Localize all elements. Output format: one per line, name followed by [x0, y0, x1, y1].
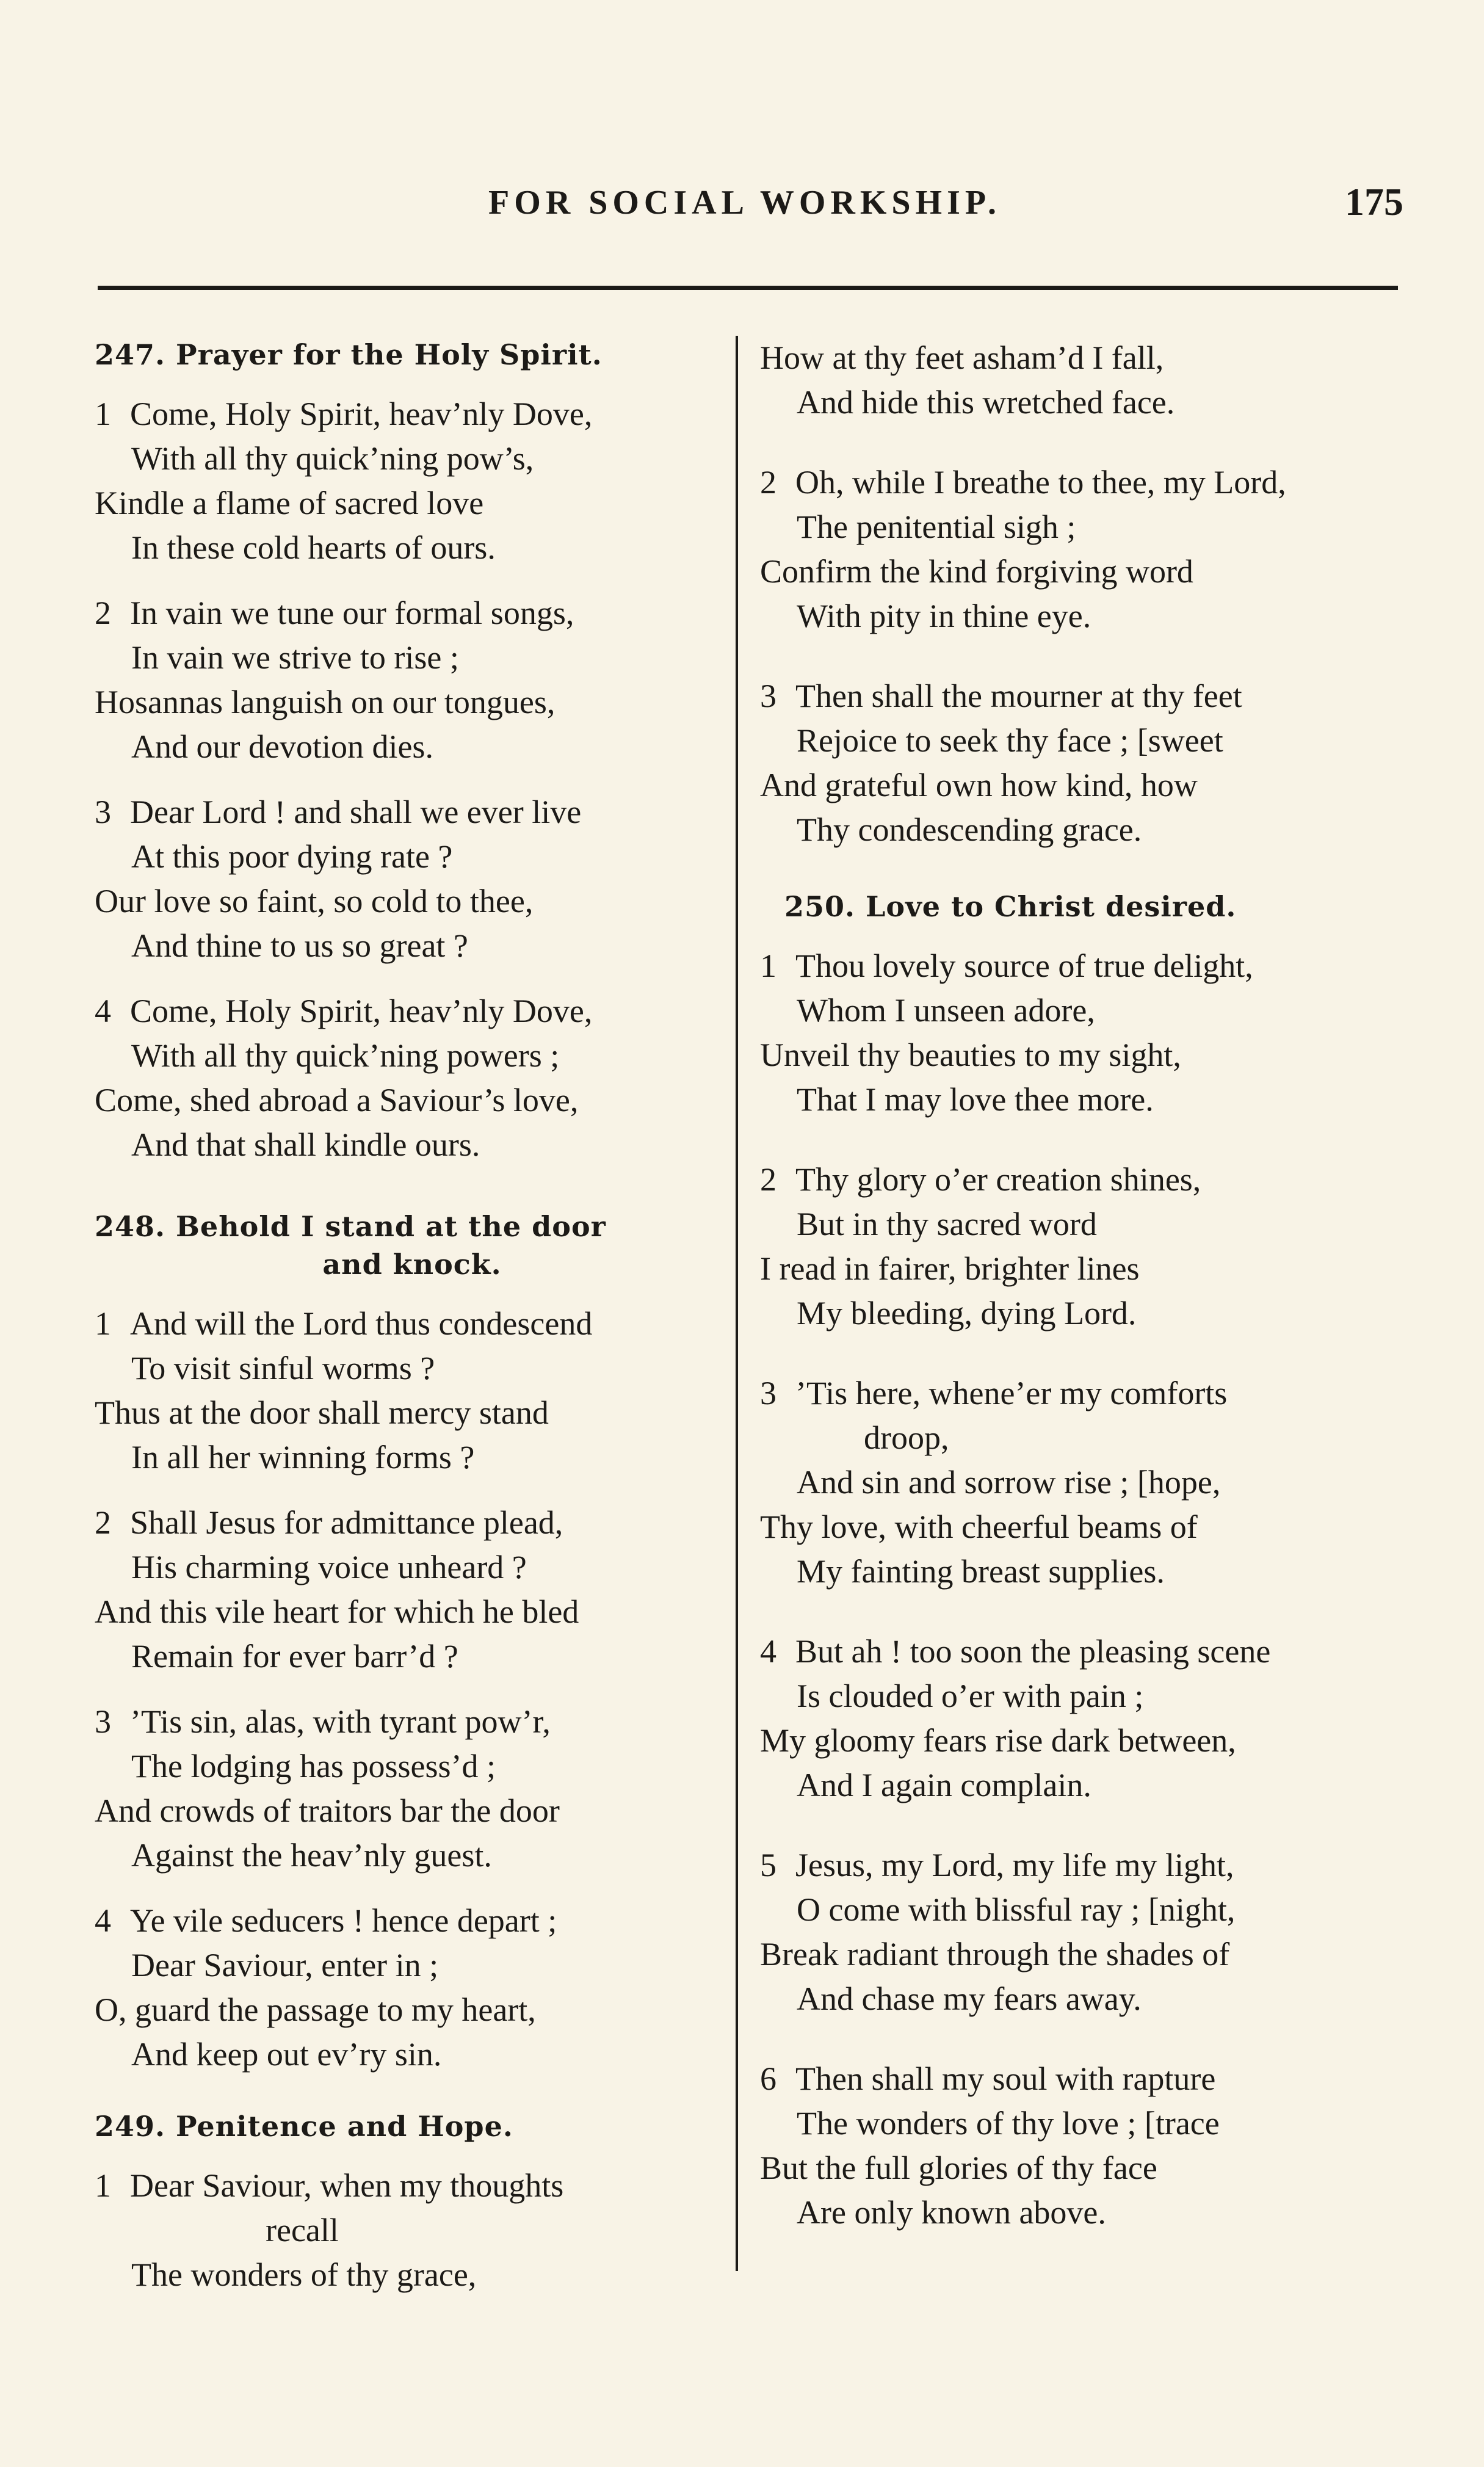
- verse-line: His charming voice unheard ?: [131, 1549, 527, 1585]
- verse-line: To visit sinful worms ?: [131, 1350, 435, 1386]
- verse-line: 1 And will the Lord thus condescend: [95, 1305, 593, 1342]
- verse-line: Thus at the door shall mercy stand: [95, 1394, 549, 1431]
- stanza: [95, 591, 729, 769]
- verse-line: 3 ’Tis here, whene’er my comforts: [760, 1375, 1228, 1411]
- stanza: [760, 1629, 1407, 1808]
- verse-line: Break radiant through the shades of: [760, 1936, 1230, 1973]
- verse-line: At this poor dying rate ?: [131, 838, 453, 875]
- verse-line: With pity in thine eye.: [797, 598, 1091, 634]
- verse-line: Come, shed abroad a Saviour’s love,: [95, 1082, 579, 1118]
- verse-line: Our love so faint, so cold to thee,: [95, 883, 534, 919]
- verse-line: In vain we strive to rise ;: [131, 639, 459, 676]
- verse-line: And hide this wretched face.: [797, 384, 1175, 421]
- verse-line: Hosannas languish on our tongues,: [95, 684, 556, 720]
- verse-line: Thy love, with cheerful beams of: [760, 1509, 1198, 1545]
- verse-line: Remain for ever barr’d ?: [131, 1638, 458, 1675]
- verse-line: 2 Oh, while I breathe to thee, my Lord,: [760, 464, 1286, 501]
- verse-line: And that shall kindle ours.: [131, 1126, 480, 1163]
- stanza: [95, 790, 729, 968]
- verse-line: But in thy sacred word: [797, 1206, 1097, 1242]
- verse-line: 1 Thou lovely source of true delight,: [760, 947, 1253, 984]
- verse-line: 4 Ye vile seducers ! hence depart ;: [95, 1902, 557, 1939]
- stanza: [95, 989, 729, 1167]
- running-title: FOR SOCIAL WORKSHIP.: [488, 184, 1001, 222]
- verse-line: Against the heav’nly guest.: [131, 1837, 492, 1874]
- verse-line: 2 In vain we tune our formal songs,: [95, 595, 574, 631]
- stanza: [760, 1843, 1407, 2021]
- verse-line: And chase my fears away.: [797, 1980, 1142, 2017]
- verse-line: 6 Then shall my soul with rapture: [760, 2060, 1216, 2097]
- verse-line: O, guard the passage to my heart,: [95, 1991, 536, 2028]
- verse-line: My bleeding, dying Lord.: [797, 1295, 1137, 1331]
- verse-line: That I may love thee more.: [797, 1081, 1154, 1118]
- verse-line: Confirm the kind forgiving word: [760, 553, 1193, 590]
- verse-line: And I again complain.: [797, 1767, 1091, 1803]
- verse-line: Are only known above.: [797, 2194, 1106, 2231]
- verse-line: And our devotion dies.: [131, 728, 433, 765]
- verse-line: droop,: [864, 1419, 949, 1456]
- verse-line: 3 Dear Lord ! and shall we ever live: [95, 794, 582, 830]
- verse-line: Rejoice to seek thy face ; [sweet: [797, 722, 1223, 759]
- verse-line: 5 Jesus, my Lord, my life my light,: [760, 1847, 1234, 1883]
- stanza-continued: [760, 336, 1407, 425]
- verse-line: And thine to us so great ?: [131, 927, 468, 964]
- verse-line: My gloomy fears rise dark between,: [760, 1722, 1236, 1759]
- stanza: [95, 1700, 729, 1878]
- verse-line: 4 Come, Holy Spirit, heav’nly Dove,: [95, 993, 593, 1029]
- verse-line: 2 Thy glory o’er creation shines,: [760, 1161, 1201, 1198]
- verse-line: Kindle a flame of sacred love: [95, 485, 484, 521]
- verse-line: 3 Then shall the mourner at thy feet: [760, 678, 1242, 714]
- verse-line: With all thy quick’ning powers ;: [131, 1037, 560, 1074]
- verse-line: I read in fairer, brighter lines: [760, 1250, 1140, 1287]
- stanza: [95, 392, 729, 570]
- verse-line: The penitential sigh ;: [797, 509, 1076, 545]
- verse-line: Unveil thy beauties to my sight,: [760, 1037, 1181, 1073]
- verse-line: My fainting breast supplies.: [797, 1553, 1165, 1590]
- verse-line: The lodging has possess’d ;: [131, 1748, 496, 1784]
- verse-line: 1 Dear Saviour, when my thoughts: [95, 2167, 564, 2204]
- verse-line: And this vile heart for which he bled: [95, 1593, 579, 1630]
- stanza: [95, 1302, 729, 1480]
- stanza: [760, 460, 1407, 639]
- verse-line: 3 ’Tis sin, alas, with tyrant pow’r,: [95, 1703, 551, 1740]
- column-divider: [736, 336, 738, 2271]
- verse-line: 4 But ah ! too soon the pleasing scene: [760, 1633, 1271, 1670]
- stanza: [95, 1899, 729, 2077]
- verse-line: The wonders of thy love ; [trace: [797, 2105, 1220, 2142]
- verse-line: With all thy quick’ning pow’s,: [131, 440, 534, 477]
- verse-line: And keep out ev’ry sin.: [131, 2036, 442, 2073]
- verse-line: Is clouded o’er with pain ;: [797, 1678, 1144, 1714]
- verse-line: And sin and sorrow rise ; [hope,: [797, 1464, 1221, 1501]
- verse-line: And crowds of traitors bar the door: [95, 1792, 560, 1829]
- verse-line: Dear Saviour, enter in ;: [131, 1947, 439, 1983]
- stanza: [760, 1371, 1407, 1594]
- stanza: [760, 944, 1407, 1122]
- hymn-247-title: 247. Prayer for the Holy Spirit.: [95, 338, 603, 371]
- stanza: [95, 2164, 729, 2297]
- verse-line: And grateful own how kind, how: [760, 767, 1198, 803]
- verse-line: O come with blissful ray ; [night,: [797, 1891, 1236, 1928]
- page-header: [0, 180, 1484, 238]
- verse-line: 2 Shall Jesus for admittance plead,: [95, 1504, 563, 1541]
- verse-line: 1 Come, Holy Spirit, heav’nly Dove,: [95, 396, 593, 432]
- stanza: [760, 674, 1407, 852]
- left-column: [95, 336, 729, 2318]
- header-rule: [98, 286, 1398, 290]
- hymn-248-title: 248. Behold I stand at the door and knock.: [95, 1210, 606, 1281]
- verse-line: The wonders of thy grace,: [131, 2256, 477, 2293]
- verse-line: In these cold hearts of ours.: [131, 529, 496, 566]
- verse-line: recall: [266, 2212, 339, 2248]
- stanza: [760, 1157, 1407, 1336]
- verse-line: Thy condescending grace.: [797, 811, 1142, 848]
- verse-line: But the full glories of thy face: [760, 2150, 1157, 2186]
- verse-line: How at thy feet asham’d I fall,: [760, 339, 1164, 376]
- verse-line: Whom I unseen adore,: [797, 992, 1095, 1029]
- hymn-249-title: 249. Penitence and Hope.: [95, 2110, 513, 2143]
- right-column: [760, 336, 1407, 2256]
- stanza: [95, 1501, 729, 1679]
- page-number: 175: [1345, 180, 1403, 223]
- hymn-250-title: 250. Love to Christ desired.: [784, 890, 1237, 923]
- verse-line: In all her winning forms ?: [131, 1439, 475, 1476]
- stanza: [760, 2057, 1407, 2235]
